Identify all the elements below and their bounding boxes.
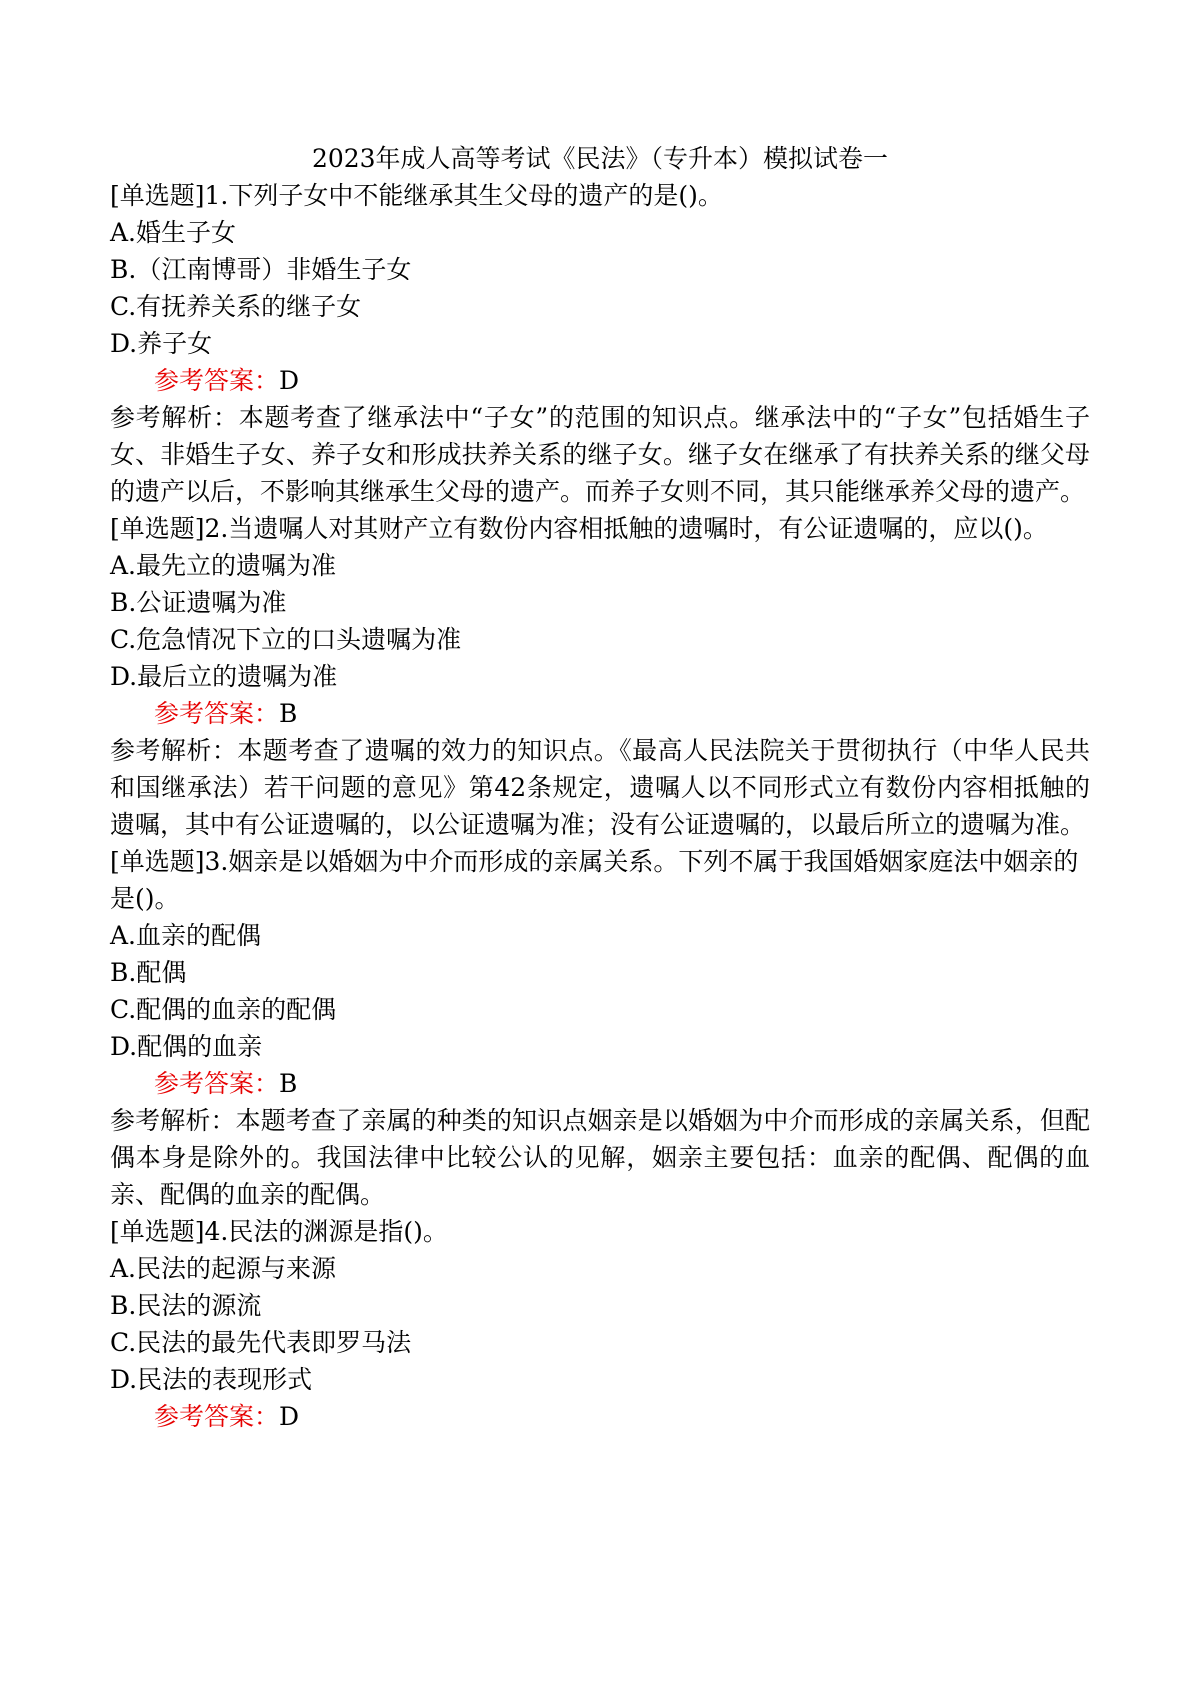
option-c: C.危急情况下立的口头遗嘱为准	[110, 625, 462, 654]
option-a: A.血亲的配偶	[110, 921, 262, 950]
answer-label: 参考答案：	[154, 699, 280, 728]
option-c: C.有抚养关系的继子女	[110, 292, 362, 321]
answer-analysis: 参考解析：本题考查了遗嘱的效力的知识点。《最高人民法院关于贯彻执行（中华人民共和国继承法）若干问题的意见》第42条规定，遗嘱人以不同形式立有数份内容相抵触的遗嘱，其中有公证遗嘱的，以公证遗嘱为准；没有公证遗嘱的，以最后所立的遗嘱为准。	[110, 736, 1090, 839]
option-a: A.民法的起源与来源	[110, 1254, 337, 1283]
answer-label: 参考答案：	[154, 366, 280, 395]
answer-value: D	[279, 1402, 300, 1431]
question-stem: [单选题]3.姻亲是以婚姻为中介而形成的亲属关系。下列不属于我国婚姻家庭法中姻亲的是()。	[110, 847, 1079, 913]
option-a: A.婚生子女	[110, 218, 237, 247]
question-3	[110, 843, 1090, 1213]
question-stem: [单选题]2.当遗嘱人对其财产立有数份内容相抵触的遗嘱时，有公证遗嘱的，应以()。	[110, 514, 1048, 543]
reference-answer	[110, 1065, 1090, 1102]
option-d: D.民法的表现形式	[110, 1365, 313, 1394]
option-d: D.最后立的遗嘱为准	[110, 662, 338, 691]
reference-answer	[110, 362, 1090, 399]
reference-answer	[110, 695, 1090, 732]
reference-answer	[110, 1398, 1090, 1435]
exam-page	[110, 140, 1090, 1435]
question-stem: [单选题]4.民法的渊源是指()。	[110, 1217, 448, 1246]
option-b: B.民法的源流	[110, 1291, 262, 1320]
answer-analysis: 参考解析：本题考查了继承法中“子女”的范围的知识点。继承法中的“子女”包括婚生子女、非婚生子女、养子女和形成扶养关系的继子女。继子女在继承了有扶养关系的继父母的遗产以后，不影响其继承生父母的遗产。而养子女则不同，其只能继承养父母的遗产。	[110, 403, 1090, 506]
answer-label: 参考答案：	[154, 1402, 280, 1431]
option-b: B.公证遗嘱为准	[110, 588, 287, 617]
answer-label: 参考答案：	[154, 1069, 280, 1098]
option-d: D.养子女	[110, 329, 213, 358]
answer-value: B	[279, 1069, 298, 1098]
option-c: C.配偶的血亲的配偶	[110, 995, 337, 1024]
option-c: C.民法的最先代表即罗马法	[110, 1328, 412, 1357]
question-stem: [单选题]1.下列子女中不能继承其生父母的遗产的是()。	[110, 181, 723, 210]
question-1	[110, 177, 1090, 510]
option-d: D.配偶的血亲	[110, 1032, 263, 1061]
answer-analysis: 参考解析：本题考查了亲属的种类的知识点姻亲是以婚姻为中介而形成的亲属关系，但配偶本身是除外的。我国法律中比较公认的见解，姻亲主要包括：血亲的配偶、配偶的血亲、配偶的血亲的配偶。	[110, 1106, 1090, 1209]
page-title: 2023年成人高等考试《民法》（专升本）模拟试卷一	[311, 144, 889, 173]
question-4	[110, 1213, 1090, 1435]
question-2	[110, 510, 1090, 843]
answer-value: B	[279, 699, 298, 728]
answer-value: D	[279, 366, 300, 395]
option-b: B.（江南博哥）非婚生子女	[110, 255, 412, 284]
option-b: B.配偶	[110, 958, 187, 987]
option-a: A.最先立的遗嘱为准	[110, 551, 337, 580]
